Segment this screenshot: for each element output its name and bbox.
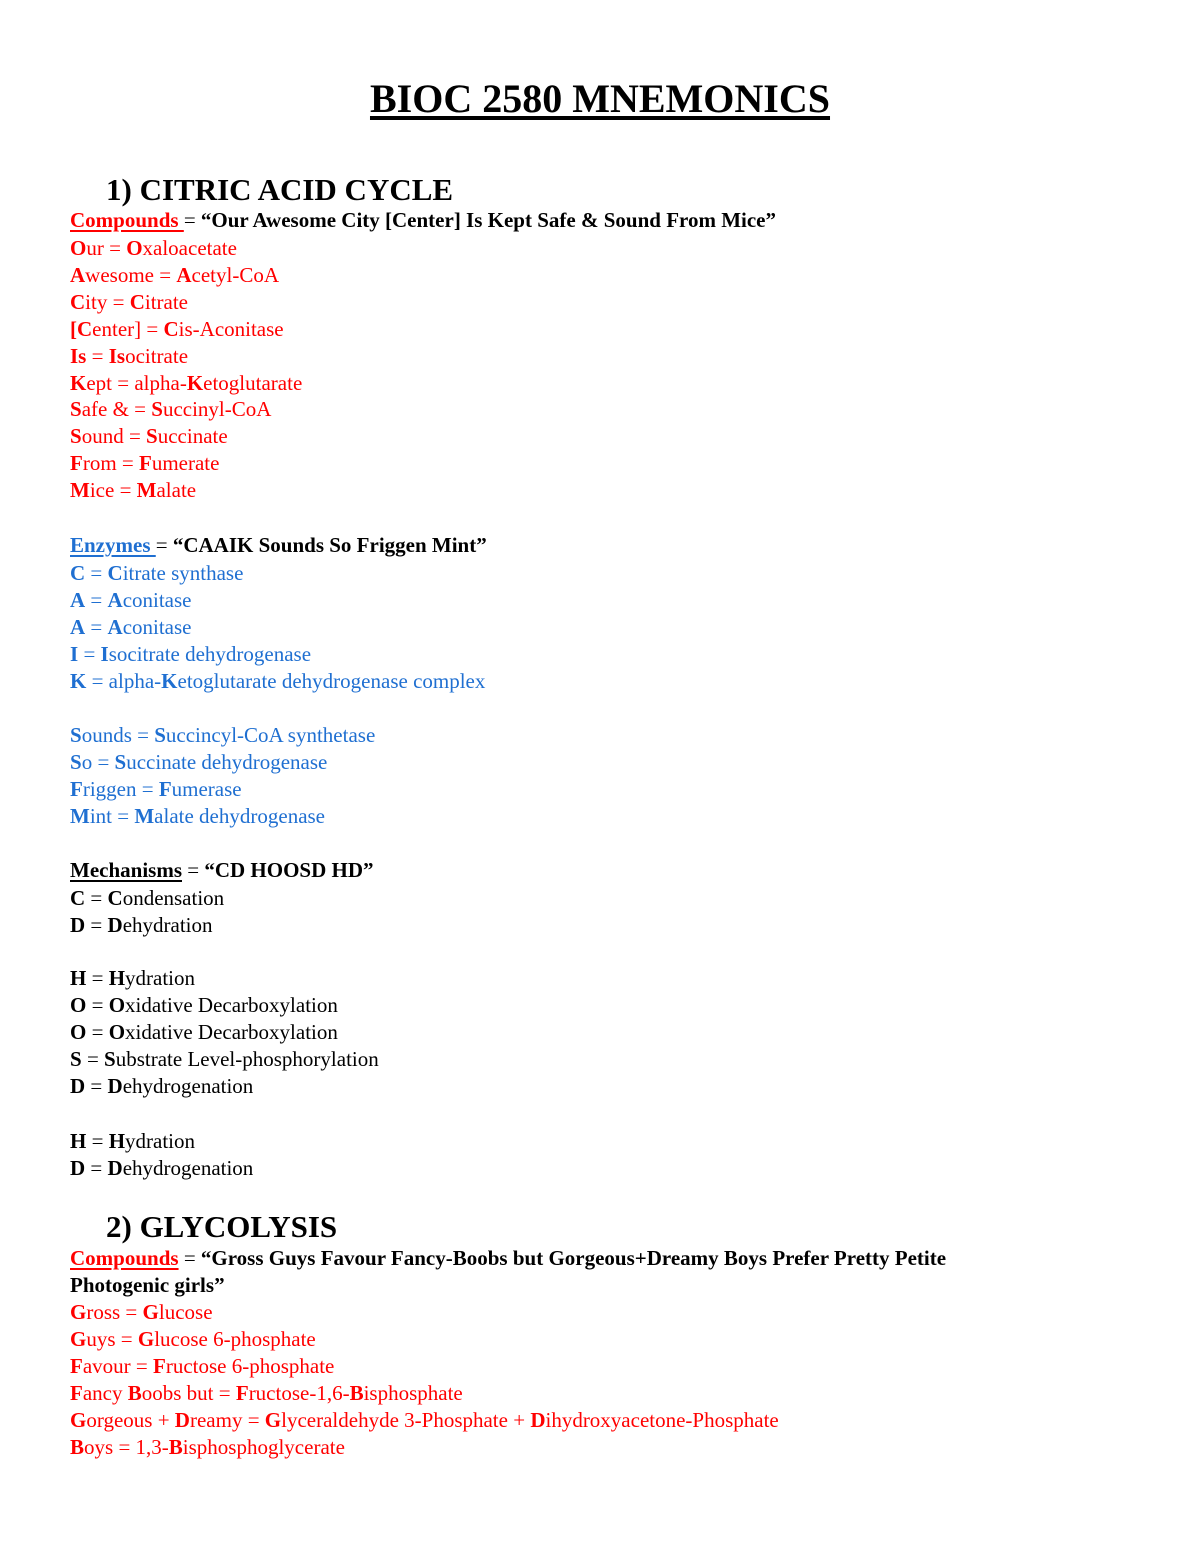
mnemonic-text: ancy xyxy=(82,1380,128,1405)
mnemonic-key-letter: B xyxy=(349,1380,364,1405)
mnemonic-key-letter: B xyxy=(70,1434,85,1459)
mnemonic-text: = xyxy=(128,397,152,422)
mnemonic-key-letter: G xyxy=(142,1300,159,1324)
mnemonic-key-letter: F xyxy=(70,776,83,801)
mnemonic-key-letter: S xyxy=(154,723,166,747)
mnemonic-text: = xyxy=(85,912,108,937)
mnemonic-line xyxy=(70,450,219,476)
mnemonic-text: rom xyxy=(82,451,117,476)
mnemonic-key-letter: A xyxy=(176,262,192,287)
mnemonic-text: = xyxy=(154,262,177,287)
mnemonic-text: socitrate dehydrogenase xyxy=(108,641,312,666)
mnemonic-key-letter: K xyxy=(186,370,204,395)
mnemonic-text: ydration xyxy=(125,966,196,990)
glycolysis-compounds-mnemonic-line xyxy=(70,1245,946,1271)
mnemonic-key-letter: S xyxy=(151,397,163,422)
mnemonic-key-letter: G xyxy=(264,1407,282,1432)
mnemonic-key-letter: S xyxy=(70,749,82,774)
mnemonic-key-letter: S xyxy=(70,424,82,449)
enzymes-label: Enzymes xyxy=(70,533,156,557)
mnemonic-line xyxy=(70,289,188,315)
mnemonic-text: = xyxy=(86,1019,109,1044)
mnemonic-text: = xyxy=(85,561,108,585)
mnemonic-text: ice xyxy=(89,478,115,503)
mnemonic-text: ehydrogenation xyxy=(122,1155,254,1180)
mnemonic-line xyxy=(70,1019,338,1045)
mnemonic-text: = xyxy=(86,992,109,1017)
mnemonic-line xyxy=(70,1353,334,1379)
mnemonic-text: uccincyl-CoA synthetase xyxy=(165,723,376,747)
mnemonic-text: = xyxy=(85,886,108,910)
mnemonic-text: riggen xyxy=(82,776,137,801)
mnemonic-text: ihydroxyacetone-Phosphate xyxy=(545,1407,779,1432)
enzymes-mnemonic-line xyxy=(70,532,487,558)
mnemonic-text: = xyxy=(78,641,101,666)
mnemonic-key-letter: K xyxy=(70,668,87,693)
mechanisms-label: Mechanisms xyxy=(70,858,182,882)
mnemonic-text: = xyxy=(85,1073,108,1098)
mnemonic-text: = xyxy=(103,236,127,260)
mnemonic-text: ur xyxy=(86,236,104,260)
mnemonic-text: = xyxy=(92,749,115,774)
mnemonic-text: ubstrate Level-phosphorylation xyxy=(115,1046,379,1071)
mnemonic-key-letter: S xyxy=(146,424,158,449)
mnemonic-line xyxy=(70,641,311,667)
glycolysis-compounds-label: Compounds xyxy=(70,1246,179,1270)
mnemonic-key-letter: A xyxy=(70,614,86,639)
mnemonic-key-letter: Is xyxy=(70,343,87,368)
mechanisms-phrase: “CD HOOSD HD” xyxy=(204,858,374,882)
mnemonic-line xyxy=(70,722,375,748)
mnemonic-text: umerate xyxy=(151,451,220,476)
mnemonic-text: lucose 6-phosphate xyxy=(154,1326,316,1351)
mnemonic-line xyxy=(70,1046,379,1072)
mnemonic-text: conitase xyxy=(122,587,192,612)
mnemonic-text: = xyxy=(141,316,164,341)
mnemonic-key-letter: F xyxy=(70,451,83,476)
mnemonic-line xyxy=(70,316,284,342)
mnemonic-key-letter: O xyxy=(108,1019,126,1044)
mnemonic-text: = xyxy=(116,451,139,476)
mnemonic-line xyxy=(70,1326,316,1352)
mnemonic-text: ross = xyxy=(86,1300,143,1324)
mnemonic-key-letter: B xyxy=(168,1434,183,1459)
equals-sign: = xyxy=(155,533,173,557)
mnemonic-line xyxy=(70,1155,253,1181)
mnemonic-key-letter: S xyxy=(70,397,82,422)
mnemonic-text: = xyxy=(107,289,130,314)
mnemonic-key-letter: D xyxy=(107,1155,123,1180)
mnemonic-key-letter: A xyxy=(70,262,86,287)
mnemonic-key-letter: F xyxy=(158,776,172,801)
mnemonic-text: = xyxy=(85,614,108,639)
mnemonic-text: itrate synthase xyxy=(122,561,244,585)
mnemonic-text: = xyxy=(112,803,135,828)
mnemonic-text: alate xyxy=(156,478,197,503)
mnemonic-key-letter: D xyxy=(70,1073,86,1098)
mnemonic-text: lucose xyxy=(158,1300,213,1324)
mnemonic-text: is-Aconitase xyxy=(178,316,284,341)
section-heading-glycolysis: 2) GLYCOLYSIS xyxy=(106,1209,338,1244)
mnemonic-key-letter: H xyxy=(108,1129,126,1153)
mnemonic-text: wesome xyxy=(85,262,154,287)
mnemonic-text: lyceraldehyde 3-Phosphate + xyxy=(281,1407,531,1432)
mnemonic-text: uccinyl-CoA xyxy=(162,397,272,422)
mnemonic-line xyxy=(70,992,338,1018)
mnemonic-key-letter: D xyxy=(70,912,86,937)
mnemonic-line xyxy=(70,1434,345,1460)
mnemonic-key-letter: O xyxy=(126,236,143,260)
glycolysis-compounds-phrase-line2: Photogenic girls” xyxy=(70,1273,225,1297)
mnemonic-text: = xyxy=(131,723,155,747)
mnemonic-text: cetyl-CoA xyxy=(191,262,279,287)
mnemonic-line xyxy=(70,965,195,991)
mnemonic-text: xaloacetate xyxy=(142,236,237,260)
section-heading-citric-acid-cycle: 1) CITRIC ACID CYCLE xyxy=(106,172,454,207)
compounds-mnemonic-line xyxy=(70,207,776,233)
mnemonic-text: = xyxy=(86,1129,109,1153)
mnemonic-key-letter: I xyxy=(70,641,79,666)
mnemonic-key-letter: C xyxy=(107,886,123,910)
mechanisms-mnemonic-line xyxy=(70,857,374,883)
mnemonic-key-letter: I xyxy=(100,641,109,666)
mnemonic-key-letter: O xyxy=(108,992,126,1017)
mnemonic-text: = xyxy=(85,587,108,612)
mnemonic-text: isphosphate xyxy=(363,1380,463,1405)
mnemonic-text: xidative Decarboxylation xyxy=(125,992,338,1017)
mnemonic-text: conitase xyxy=(122,614,192,639)
mnemonic-key-letter: D xyxy=(530,1407,546,1432)
mnemonic-key-letter: F xyxy=(70,1380,83,1405)
mnemonic-key-letter: S xyxy=(114,749,127,774)
mnemonic-key-letter: F xyxy=(153,1353,166,1378)
mnemonic-text: ept xyxy=(86,370,112,395)
glycolysis-compounds-phrase-line1: “Gross Guys Favour Fancy-Boobs but Gorgeous+Dreamy Boys Prefer Pretty Petite xyxy=(200,1246,947,1270)
mnemonic-text: = xyxy=(114,478,137,503)
mnemonic-key-letter: A xyxy=(70,587,86,612)
mnemonic-key-letter: M xyxy=(70,803,90,828)
mnemonic-text: xidative Decarboxylation xyxy=(125,1019,338,1044)
mnemonic-text: ound xyxy=(81,424,124,449)
mnemonic-line xyxy=(70,560,243,586)
enzymes-phrase: “CAAIK Sounds So Friggen Mint” xyxy=(172,533,487,557)
mnemonic-key-letter: C xyxy=(107,561,123,585)
mnemonic-text: ity xyxy=(85,289,108,314)
mnemonic-key-letter: G xyxy=(137,1326,155,1351)
mnemonic-key-letter: G xyxy=(70,1326,87,1351)
mnemonic-text: afe & xyxy=(81,397,129,422)
mnemonic-text: alate dehydrogenase xyxy=(154,803,326,828)
equals-sign: = xyxy=(183,208,201,232)
mnemonic-key-letter: B xyxy=(127,1380,142,1405)
mnemonic-line xyxy=(70,668,485,694)
mnemonic-key-letter: M xyxy=(136,478,157,503)
mnemonic-key-letter: K xyxy=(70,370,87,395)
mnemonic-text: = alpha- xyxy=(112,370,187,395)
mnemonic-line xyxy=(70,396,271,422)
equals-sign: = xyxy=(182,858,205,882)
mnemonic-text: oys = 1,3- xyxy=(84,1434,169,1459)
mnemonic-text: = xyxy=(136,776,159,801)
mnemonic-line xyxy=(70,1073,253,1099)
equals-sign: = xyxy=(178,1246,201,1270)
mnemonic-key-letter: G xyxy=(70,1407,87,1432)
mnemonic-line xyxy=(70,614,192,640)
mnemonic-key-letter: D xyxy=(70,1155,86,1180)
mnemonic-text: o xyxy=(81,749,93,774)
mnemonic-key-letter: H xyxy=(70,1129,87,1153)
mnemonic-text: = xyxy=(85,1155,108,1180)
mnemonic-text: etoglutarate xyxy=(203,370,303,395)
mnemonic-text: avour = xyxy=(82,1353,153,1378)
mnemonic-key-letter: G xyxy=(70,1300,87,1324)
mnemonic-text: = xyxy=(81,1046,105,1071)
compounds-phrase: “Our Awesome City [Center] Is Kept Safe & Sound From Mice” xyxy=(200,208,776,232)
mnemonic-key-letter: S xyxy=(104,1046,116,1071)
mnemonic-text: ructose 6-phosphate xyxy=(165,1353,335,1378)
mnemonic-text: ehydrogenation xyxy=(122,1073,254,1098)
mnemonic-text: ondensation xyxy=(122,886,225,910)
mnemonic-line xyxy=(70,343,188,369)
mnemonic-line xyxy=(70,912,213,938)
mnemonic-key-letter: A xyxy=(107,587,123,612)
mnemonic-key-letter: K xyxy=(161,668,178,693)
mnemonic-line xyxy=(70,262,279,288)
mnemonic-key-letter: O xyxy=(70,992,87,1017)
mnemonic-text: ehydration xyxy=(122,912,213,937)
mnemonic-key-letter: F xyxy=(70,1353,83,1378)
mnemonic-key-letter: D xyxy=(174,1407,190,1432)
mnemonic-key-letter: M xyxy=(70,478,90,503)
mnemonic-text: uccinate xyxy=(157,424,228,449)
mnemonic-text: ounds xyxy=(81,723,132,747)
mnemonic-key-letter: O xyxy=(70,1019,87,1044)
mnemonic-key-letter: C xyxy=(70,561,86,585)
mnemonic-text: int xyxy=(89,803,112,828)
mnemonic-key-letter: H xyxy=(108,966,126,990)
mnemonic-key-letter: Is xyxy=(108,343,126,368)
mnemonic-text: ydration xyxy=(125,1129,196,1153)
mnemonic-key-letter: [C xyxy=(70,316,93,341)
mnemonic-line xyxy=(70,370,302,396)
mnemonic-text: uccinate dehydrogenase xyxy=(126,749,328,774)
page-title: BIOC 2580 MNEMONICS xyxy=(369,76,831,121)
mnemonic-key-letter: C xyxy=(163,316,179,341)
mnemonic-key-letter: M xyxy=(134,803,155,828)
mnemonic-text: enter] xyxy=(92,316,142,341)
mnemonic-line xyxy=(70,885,224,911)
mnemonic-key-letter: C xyxy=(70,886,86,910)
mnemonic-key-letter: C xyxy=(70,289,86,314)
mnemonic-line xyxy=(70,587,192,613)
mnemonic-key-letter: S xyxy=(70,723,82,747)
mnemonic-line xyxy=(70,803,325,829)
mnemonic-line xyxy=(70,1380,463,1406)
mnemonic-text: ructose-1,6- xyxy=(248,1380,350,1405)
mnemonic-line xyxy=(70,477,196,503)
mnemonic-text: reamy = xyxy=(189,1407,265,1432)
mnemonic-line xyxy=(70,776,242,802)
mnemonic-text: = alpha- xyxy=(86,668,162,693)
mnemonic-key-letter: D xyxy=(107,1073,123,1098)
compounds-label: Compounds xyxy=(70,208,184,232)
mnemonic-text: uys = xyxy=(86,1326,138,1351)
mnemonic-text: = xyxy=(86,966,109,990)
mnemonic-line xyxy=(70,1299,213,1325)
mnemonic-line xyxy=(70,749,327,775)
mnemonic-key-letter: S xyxy=(70,1046,82,1071)
mnemonic-text: etoglutarate dehydrogenase complex xyxy=(177,668,486,693)
mnemonic-text: umerase xyxy=(171,776,242,801)
mnemonic-key-letter: A xyxy=(107,614,123,639)
mnemonic-line xyxy=(70,235,237,261)
mnemonic-text: = xyxy=(123,424,147,449)
mnemonic-line xyxy=(70,423,228,449)
mnemonic-line xyxy=(70,1407,779,1433)
mnemonic-key-letter: C xyxy=(129,289,145,314)
mnemonic-text: ocitrate xyxy=(125,343,189,368)
mnemonic-line xyxy=(70,1128,195,1154)
mnemonic-key-letter: O xyxy=(70,236,87,260)
mnemonic-key-letter: D xyxy=(107,912,123,937)
mnemonic-text: itrate xyxy=(144,289,188,314)
mnemonic-text: oobs but = xyxy=(141,1380,236,1405)
mnemonic-key-letter: F xyxy=(235,1380,249,1405)
mnemonic-text: isphosphoglycerate xyxy=(182,1434,345,1459)
mnemonic-key-letter: F xyxy=(139,451,152,476)
mnemonic-key-letter: H xyxy=(70,966,87,990)
mnemonic-text: = xyxy=(86,343,109,368)
mnemonic-text: orgeous + xyxy=(86,1407,175,1432)
